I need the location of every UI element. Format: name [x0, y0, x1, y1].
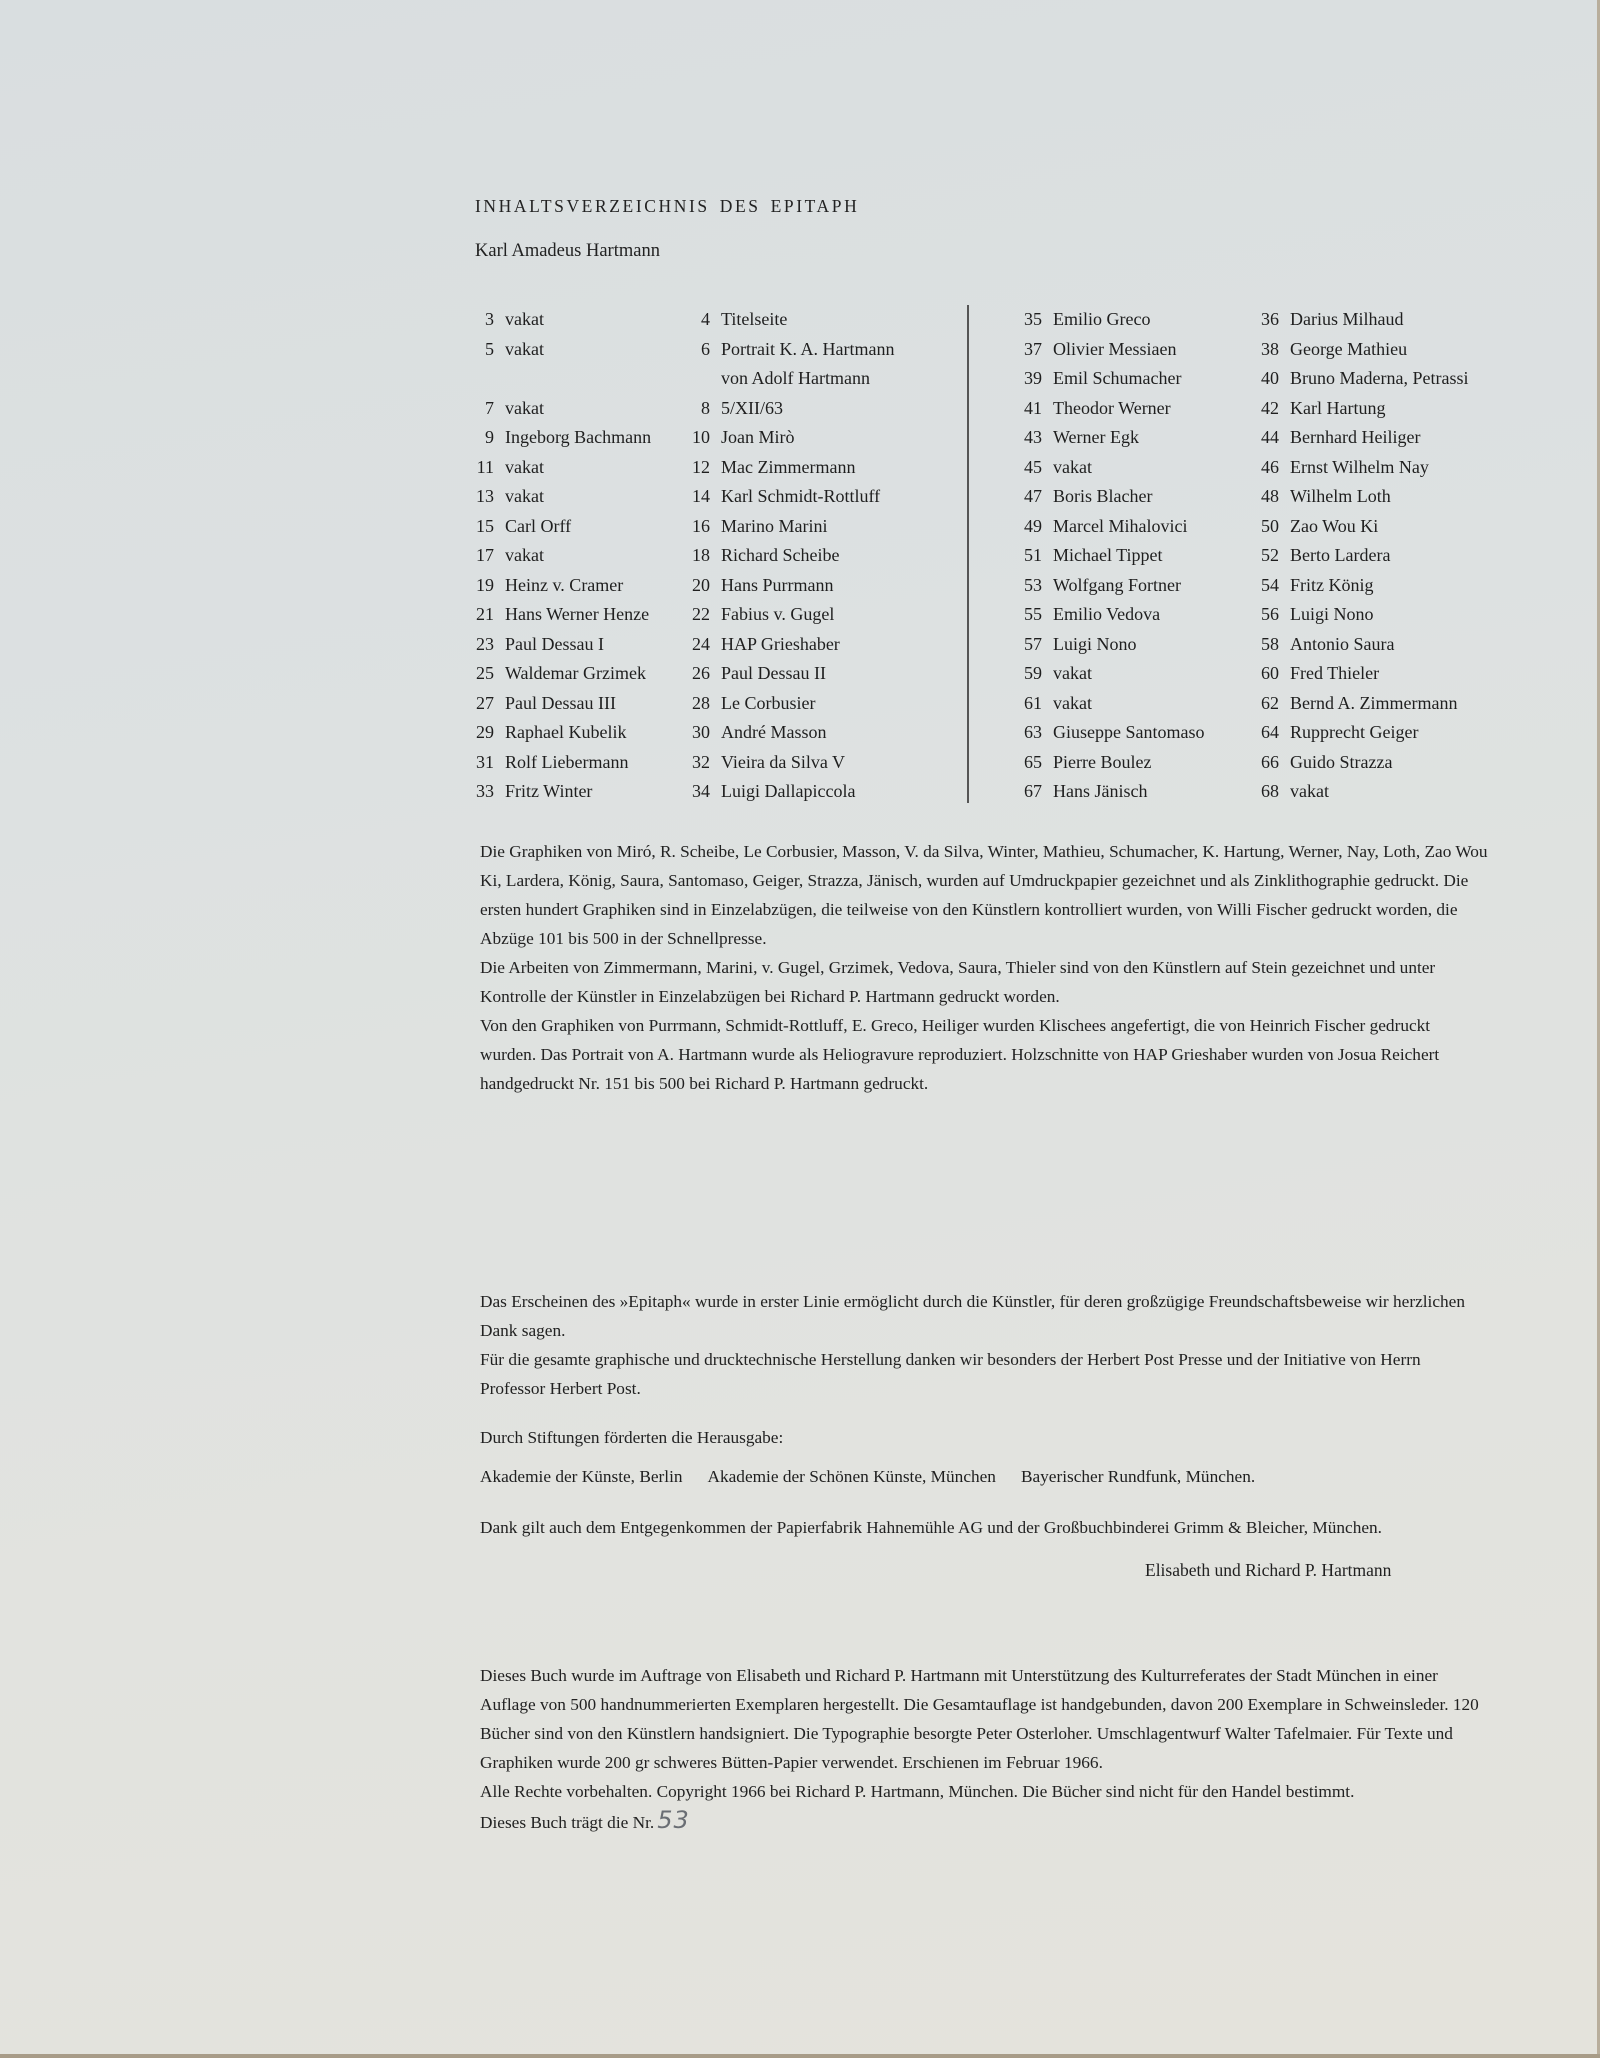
toc-entry — [472, 689, 651, 719]
toc-entry-label: 5/XII/63 — [721, 397, 783, 418]
toc-entry-label: vakat — [505, 309, 544, 329]
toc-entry — [1020, 600, 1204, 630]
toc-entry — [1020, 482, 1204, 512]
toc-entry-label: Luigi Nono — [1290, 604, 1374, 624]
toc-entry-label: Marino Marini — [721, 515, 828, 536]
toc-entry-label: Fred Thieler — [1290, 663, 1380, 683]
toc-entry — [1257, 305, 1468, 335]
toc-entry — [1257, 453, 1468, 483]
toc-page-number: 6 — [701, 338, 710, 359]
toc-page-number: 25 — [476, 663, 494, 683]
toc-entry — [688, 453, 894, 483]
toc-page-number: 40 — [1261, 368, 1279, 388]
toc-entry-label: Boris Blacher — [1053, 486, 1153, 506]
toc-page-number: 30 — [692, 722, 710, 742]
toc-page-number: 52 — [1261, 545, 1279, 565]
toc-entry — [472, 630, 651, 660]
toc-page-number: 9 — [485, 427, 494, 447]
toc-entry-label: Paul Dessau I — [505, 633, 604, 654]
toc-entry-label: Luigi Nono — [1053, 633, 1137, 654]
page-edge-bottom — [0, 2054, 1600, 2058]
toc-page-number: 15 — [476, 515, 494, 536]
toc-page-number: 45 — [1024, 456, 1042, 477]
toc-entry — [472, 482, 651, 512]
toc-page-number: 12 — [692, 456, 710, 477]
toc-entry — [1257, 777, 1468, 807]
toc-page-number: 17 — [476, 545, 494, 565]
toc-entry — [1257, 335, 1468, 365]
toc-page-number: 26 — [692, 663, 710, 683]
toc-page-number: 61 — [1024, 692, 1042, 713]
toc-entry-label: vakat — [1053, 456, 1092, 477]
toc-page-number: 28 — [692, 692, 710, 713]
toc-entry-label: Pierre Boulez — [1053, 751, 1152, 772]
toc-page-number: 7 — [485, 397, 494, 418]
thanks-line: Dank gilt auch dem Entgegenkommen der Papierfabrik Hahnemühle AG und der Großbuchbinderei Grimm & Bleicher, München. — [480, 1518, 1382, 1537]
toc-entry — [688, 364, 894, 394]
toc-entry-label: Portrait K. A. Hartmann — [721, 338, 895, 359]
toc-entry — [688, 394, 894, 424]
toc-entry-label: Paul Dessau II — [721, 663, 826, 683]
toc-entry — [688, 718, 894, 748]
toc-entry-label: Karl Hartung — [1290, 397, 1386, 418]
printing-note-1: Die Graphiken von Miró, R. Scheibe, Le Corbusier, Masson, V. da Silva, Winter, Mathieu, Schumacher, K. Hartung, Werner, Nay, Loth, Zao Wou Ki, Lardera, König, Saura, Santomaso, Geiger, Strazza, Jänisch, wurden auf Umdruckpapier gezeichnet und als Zinklithographie gedruckt. Die ersten hundert Graphiken sind in Einzelabzügen, die teilweise von den Künstlern kontrolliert wurden, von Willi Fischer gedruckt worden, die Abzüge 101 bis 500 in der Schnellpresse. — [480, 842, 1488, 948]
copy-number-label: Dieses Buch trägt die Nr. — [480, 1813, 655, 1832]
toc-page-number: 55 — [1024, 604, 1042, 624]
toc-page-number: 65 — [1024, 751, 1042, 772]
toc-entry-label: Richard Scheibe — [721, 545, 840, 565]
toc-entry-label: Vieira da Silva V — [721, 751, 846, 772]
toc-entry — [1020, 364, 1204, 394]
toc-entry — [1020, 423, 1204, 453]
acknowledgement-2: Für die gesamte graphische und drucktechnische Herstellung danken wir besonders der Herbert Post Presse und der Initiative von Herrn Professor Herbert Post. — [480, 1350, 1421, 1398]
toc-entry-label: vakat — [505, 338, 544, 359]
toc-page-number: 66 — [1261, 751, 1279, 772]
printing-notes — [480, 837, 1490, 1098]
toc-entry — [1020, 394, 1204, 424]
toc-page-number: 5 — [485, 338, 494, 359]
toc-entry-label: Guido Strazza — [1290, 751, 1393, 772]
toc-entry-label: Fritz König — [1290, 574, 1374, 595]
page-title: INHALTSVERZEICHNIS DES EPITAPH — [475, 196, 860, 216]
toc-page-number — [472, 364, 494, 394]
toc-page-number: 8 — [701, 397, 710, 418]
toc-page-number: 43 — [1024, 427, 1042, 447]
toc-entry — [688, 305, 894, 335]
toc-entry — [688, 482, 894, 512]
toc-page-number: 32 — [692, 751, 710, 772]
toc-page-number: 23 — [476, 633, 494, 654]
toc-entry — [688, 571, 894, 601]
toc-entry — [472, 453, 651, 483]
toc-page-number: 29 — [476, 722, 494, 742]
toc-page-number: 24 — [692, 633, 710, 654]
toc-entry-label: Fritz Winter — [505, 781, 593, 801]
toc-entry-label: Titelseite — [721, 309, 788, 329]
toc-entry — [688, 659, 894, 689]
toc-entry-label: Hans Jänisch — [1053, 781, 1148, 801]
toc-page-number: 19 — [476, 574, 494, 595]
toc-page-number: 48 — [1261, 486, 1279, 506]
toc-page-number: 53 — [1024, 574, 1042, 595]
toc-entry — [472, 512, 651, 542]
toc-page-number: 16 — [692, 515, 710, 536]
toc-entry — [1257, 659, 1468, 689]
toc-entry — [472, 541, 651, 571]
toc-page-number: 60 — [1261, 663, 1279, 683]
toc-entry — [472, 777, 651, 807]
toc-page-number: 50 — [1261, 515, 1279, 536]
toc-page-number: 46 — [1261, 456, 1279, 477]
toc-entry — [1257, 630, 1468, 660]
toc-entry-label: Wilhelm Loth — [1290, 486, 1391, 506]
toc-entry-label: Ingeborg Bachmann — [505, 427, 652, 447]
toc-entry-label: Carl Orff — [505, 515, 572, 536]
toc-entry-label: Hans Purrmann — [721, 574, 834, 595]
toc-entry — [1257, 600, 1468, 630]
foundations-intro: Durch Stiftungen förderten die Herausgabe: — [480, 1428, 784, 1447]
toc-entry-label: Emilio Greco — [1053, 309, 1151, 329]
toc-entry-label: von Adolf Hartmann — [721, 368, 870, 388]
toc-entry-label: Joan Mirò — [721, 427, 795, 447]
toc-entry-label: vakat — [1053, 663, 1092, 683]
toc-entry — [1020, 453, 1204, 483]
toc-entry-label: Werner Egk — [1053, 427, 1140, 447]
toc-entry — [1020, 777, 1204, 807]
toc-entry — [472, 394, 651, 424]
toc-entry-label: Rupprecht Geiger — [1290, 722, 1419, 742]
toc-column-right-b — [1257, 305, 1468, 807]
toc-page-number: 62 — [1261, 692, 1279, 713]
toc-entry — [472, 423, 651, 453]
toc-entry — [688, 630, 894, 660]
toc-entry — [688, 689, 894, 719]
column-divider — [967, 305, 969, 803]
toc-entry-label: Rolf Liebermann — [505, 751, 629, 772]
toc-entry — [1020, 541, 1204, 571]
toc-entry-label: vakat — [1053, 692, 1092, 713]
toc-entry-label: Olivier Messiaen — [1053, 338, 1177, 359]
toc-page-number: 21 — [476, 604, 494, 624]
toc-page-number: 67 — [1024, 781, 1042, 801]
copy-number-line — [480, 1806, 1490, 1837]
toc-page-number — [688, 364, 710, 394]
toc-entry-label: Hans Werner Henze — [505, 604, 650, 624]
sponsor-item: Akademie der Künste, Berlin — [480, 1467, 683, 1486]
toc-entry — [1020, 748, 1204, 778]
acknowledgement-1: Das Erscheinen des »Epitaph« wurde in erster Linie ermöglicht durch die Künstler, für deren großzügige Freundschaftsbeweise wir herzlichen Dank sagen. — [480, 1292, 1465, 1340]
toc-page-number: 39 — [1024, 368, 1042, 388]
toc-entry — [1257, 364, 1468, 394]
toc-page-number: 41 — [1024, 397, 1042, 418]
toc-entry-label: HAP Grieshaber — [721, 633, 840, 654]
toc-page-number: 36 — [1261, 309, 1279, 329]
toc-entry-label: vakat — [505, 486, 544, 506]
toc-page-number: 59 — [1024, 663, 1042, 683]
sponsor-item: Bayerischer Rundfunk, München. — [1020, 1467, 1256, 1486]
toc-entry-label: Theodor Werner — [1053, 397, 1171, 418]
toc-entry — [472, 659, 651, 689]
toc-entry-label: vakat — [1290, 781, 1329, 801]
toc-entry-label: Ernst Wilhelm Nay — [1290, 456, 1429, 477]
toc-entry-label: Zao Wou Ki — [1290, 515, 1379, 536]
colophon-rights: Alle Rechte vorbehalten. Copyright 1966 bei Richard P. Hartmann, München. Die Bücher sind nicht für den Handel bestimmt. — [480, 1782, 1355, 1801]
toc-page-number: 54 — [1261, 574, 1279, 595]
toc-page-number: 37 — [1024, 338, 1042, 359]
toc-page-number: 56 — [1261, 604, 1279, 624]
toc-entry-label: vakat — [505, 456, 544, 477]
toc-entry — [688, 600, 894, 630]
toc-entry — [472, 571, 651, 601]
signature: Elisabeth und Richard P. Hartmann — [1145, 1560, 1392, 1580]
toc-entry-label: Giuseppe Santomaso — [1053, 722, 1205, 742]
toc-entry — [688, 541, 894, 571]
toc-page-number: 49 — [1024, 515, 1042, 536]
toc-entry-label: vakat — [505, 545, 544, 565]
toc-entry — [688, 748, 894, 778]
toc-page-number: 58 — [1261, 633, 1279, 654]
toc-page-number: 3 — [485, 309, 494, 329]
toc-entry — [1020, 630, 1204, 660]
toc-entry — [1020, 689, 1204, 719]
toc-page-number: 57 — [1024, 633, 1042, 654]
acknowledgements — [480, 1287, 1490, 1403]
toc-entry — [1257, 541, 1468, 571]
toc-page-number: 14 — [692, 486, 710, 506]
toc-entry-label: Emil Schumacher — [1053, 368, 1182, 388]
sponsor-item: Akademie der Schönen Künste, München — [707, 1467, 996, 1486]
toc-entry — [472, 305, 651, 335]
toc-page-number: 68 — [1261, 781, 1279, 801]
printing-note-2: Die Arbeiten von Zimmermann, Marini, v. Gugel, Grzimek, Vedova, Saura, Thieler sind von den Künstlern auf Stein gezeichnet und unter Kontrolle der Künstler in Einzelabzügen bei Richard P. Hartmann gedruckt worden. — [480, 958, 1436, 1006]
page-subtitle: Karl Amadeus Hartmann — [475, 241, 660, 261]
toc-page-number: 64 — [1261, 722, 1279, 742]
toc-page-number: 47 — [1024, 486, 1042, 506]
toc-entry-label: Mac Zimmermann — [721, 456, 856, 477]
copy-number-handwritten: 53 — [657, 1806, 690, 1834]
toc-entry — [1020, 335, 1204, 365]
toc-entry-label: Berto Lardera — [1290, 545, 1391, 565]
toc-page-number: 13 — [476, 486, 494, 506]
toc-entry — [472, 748, 651, 778]
toc-page-number: 44 — [1261, 427, 1279, 447]
toc-entry — [1020, 305, 1204, 335]
sponsor-list — [480, 1467, 1255, 1487]
toc-entry-label: Luigi Dallapiccola — [721, 781, 856, 801]
toc-entry-label: Le Corbusier — [721, 692, 816, 713]
toc-entry-label: Emilio Vedova — [1053, 604, 1161, 624]
toc-column-right-a — [1020, 305, 1204, 807]
toc-entry — [688, 423, 894, 453]
toc-page-number: 22 — [692, 604, 710, 624]
toc-entry-label: Raphael Kubelik — [505, 722, 627, 742]
toc-page-number: 63 — [1024, 722, 1042, 742]
toc-page-number: 42 — [1261, 397, 1279, 418]
toc-entry-label: Wolfgang Fortner — [1053, 574, 1182, 595]
toc-entry — [472, 718, 651, 748]
toc-entry-label: Fabius v. Gugel — [721, 604, 835, 624]
toc-page-number: 27 — [476, 692, 494, 713]
toc-entry-label: Bernd A. Zimmermann — [1290, 692, 1458, 713]
toc-entry-label: Marcel Mihalovici — [1053, 515, 1188, 536]
toc-entry — [1020, 512, 1204, 542]
toc-page-number: 10 — [692, 427, 710, 447]
toc-entry — [1257, 748, 1468, 778]
toc-entry-label: Antonio Saura — [1290, 633, 1395, 654]
toc-entry-label: Karl Schmidt-Rottluff — [721, 486, 881, 506]
toc-entry-label: Bernhard Heiliger — [1290, 427, 1421, 447]
toc-page-number: 4 — [701, 309, 710, 329]
toc-entry-label: vakat — [505, 397, 544, 418]
toc-entry — [1257, 571, 1468, 601]
toc-entry — [1020, 659, 1204, 689]
toc-entry-label: Darius Milhaud — [1290, 309, 1404, 329]
toc-page-number: 33 — [476, 781, 494, 801]
toc-entry-label: George Mathieu — [1290, 338, 1408, 359]
toc-page-number: 38 — [1261, 338, 1279, 359]
toc-column-left-b — [688, 305, 894, 807]
toc-entry — [1257, 512, 1468, 542]
toc-entry — [688, 512, 894, 542]
toc-entry — [688, 335, 894, 365]
toc-entry-label: Paul Dessau III — [505, 692, 616, 713]
toc-entry-label: André Masson — [721, 722, 827, 742]
toc-page-number: 20 — [692, 574, 710, 595]
toc-entry — [1257, 482, 1468, 512]
colophon — [480, 1661, 1490, 1837]
toc-entry — [1257, 689, 1468, 719]
toc-page-number: 35 — [1024, 309, 1042, 329]
colophon-paragraph: Dieses Buch wurde im Auftrage von Elisabeth und Richard P. Hartmann mit Unterstützung des Kulturreferates der Stadt München in einer Auflage von 500 handnummerierten Exemplaren hergestellt. Die Gesamtauflage ist handgebunden, davon 200 Exemplare in Schweinsleder. 120 Bücher sind von den Künstlern handsigniert. Die Typographie besorgte Peter Osterloher. Umschlagentwurf Walter Tafelmaier. Für Texte und Graphiken wurde 200 gr schweres Bütten-Papier verwendet. Erschienen im Februar 1966. — [480, 1666, 1479, 1772]
toc-column-left-a — [472, 305, 651, 807]
toc-page-number: 34 — [692, 781, 710, 801]
toc-entry-label: Michael Tippet — [1053, 545, 1163, 565]
toc-entry — [1257, 718, 1468, 748]
toc-entry — [472, 600, 651, 630]
toc-entry — [1020, 571, 1204, 601]
toc-page-number: 11 — [476, 456, 494, 477]
toc-entry — [472, 364, 651, 394]
toc-entry — [1257, 394, 1468, 424]
toc-entry-label: Waldemar Grzimek — [505, 663, 646, 683]
toc-page-number: 18 — [692, 545, 710, 565]
toc-page-number: 31 — [476, 751, 494, 772]
printing-note-3: Von den Graphiken von Purrmann, Schmidt-Rottluff, E. Greco, Heiliger wurden Klischees angefertigt, die von Heinrich Fischer gedruckt wurden. Das Portrait von A. Hartmann wurde als Heliogravure reproduziert. Holzschnitte von HAP Grieshaber wurden von Josua Reichert handgedruckt Nr. 151 bis 500 bei Richard P. Hartmann gedruckt. — [480, 1016, 1440, 1093]
toc-entry — [1020, 718, 1204, 748]
toc-entry — [688, 777, 894, 807]
toc-entry — [472, 335, 651, 365]
toc-entry-label: Heinz v. Cramer — [505, 574, 624, 595]
toc-entry-label: Bruno Maderna, Petrassi — [1290, 368, 1469, 388]
toc-entry — [1257, 423, 1468, 453]
toc-page-number: 51 — [1024, 545, 1042, 565]
